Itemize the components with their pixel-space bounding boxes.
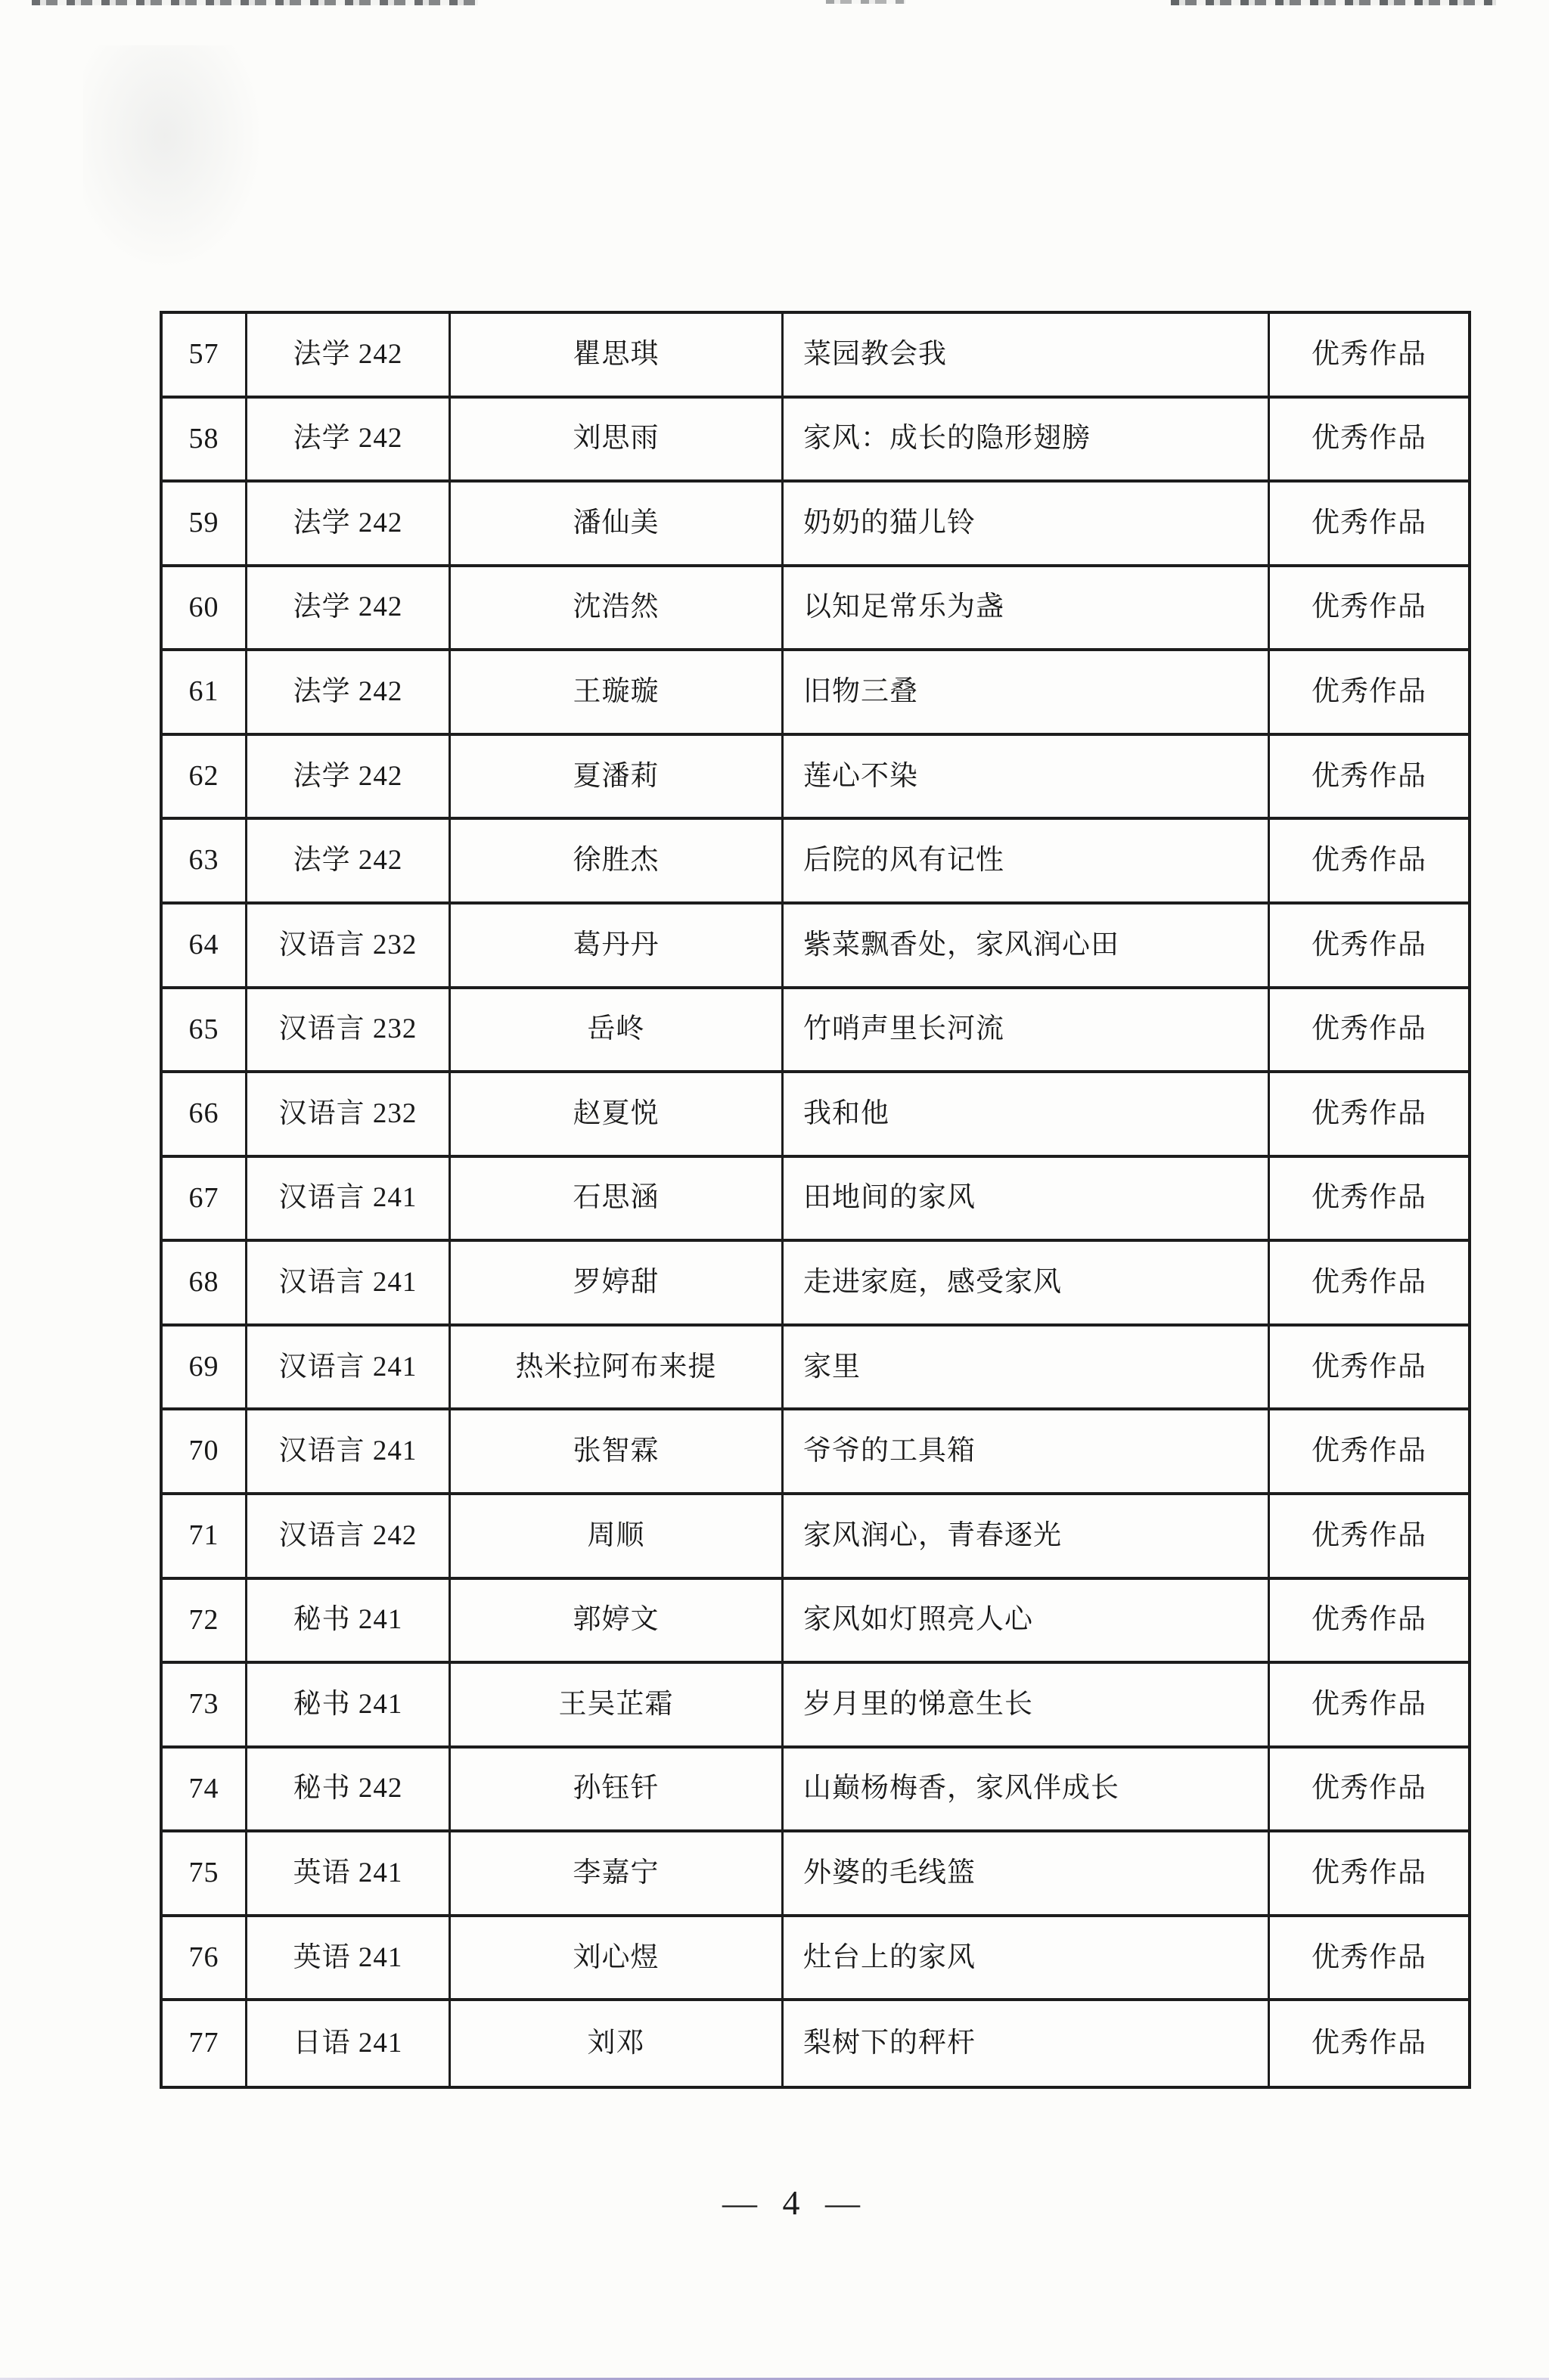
- work-title-cell: 后院的风有记性: [784, 820, 1270, 905]
- class-cell: 汉语言 241: [247, 1410, 451, 1495]
- student-name-cell: 张智霖: [451, 1410, 784, 1495]
- serial-number-cell: 66: [163, 1073, 247, 1158]
- student-name-cell: 罗婷甜: [451, 1242, 784, 1327]
- serial-number-cell: 72: [163, 1580, 247, 1665]
- serial-number-cell: 68: [163, 1242, 247, 1327]
- scan-artifact-top-right: [1171, 0, 1496, 5]
- student-name-cell: 刘邓: [451, 2001, 784, 2086]
- serial-number-cell: 73: [163, 1664, 247, 1749]
- work-title-cell: 岁月里的悌意生长: [784, 1664, 1270, 1749]
- class-cell: 汉语言 241: [247, 1327, 451, 1411]
- class-cell: 法学 242: [247, 820, 451, 905]
- class-cell: 法学 242: [247, 567, 451, 652]
- student-name-cell: 王吴芷霜: [451, 1664, 784, 1749]
- scan-artifact-top-middle: [826, 0, 905, 4]
- award-level-cell: 优秀作品: [1270, 1749, 1468, 1833]
- serial-number-cell: 69: [163, 1327, 247, 1411]
- class-cell: 汉语言 232: [247, 989, 451, 1074]
- work-title-cell: 家风润心，青春逐光: [784, 1495, 1270, 1580]
- award-level-cell: 优秀作品: [1270, 1664, 1468, 1749]
- class-cell: 法学 242: [247, 483, 451, 567]
- work-title-cell: 以知足常乐为盏: [784, 567, 1270, 652]
- work-title-cell: 竹哨声里长河流: [784, 989, 1270, 1074]
- work-title-cell: 田地间的家风: [784, 1158, 1270, 1243]
- class-cell: 英语 241: [247, 1832, 451, 1917]
- work-title-cell: 紫菜飘香处，家风润心田: [784, 905, 1270, 989]
- serial-number-cell: 70: [163, 1410, 247, 1495]
- award-level-cell: 优秀作品: [1312, 2028, 1426, 2059]
- work-title-cell: 山巅杨梅香，家风伴成长: [784, 1749, 1270, 1833]
- awards-table: [160, 311, 1471, 2089]
- class-cell: 英语 241: [247, 1917, 451, 2002]
- class-cell: 秘书 242: [247, 1749, 451, 1833]
- award-level-cell: 优秀作品: [1270, 483, 1468, 567]
- award-level-cell: 优秀作品: [1270, 1832, 1468, 1917]
- award-level-cell: 优秀作品: [1270, 651, 1468, 736]
- serial-number-cell: 63: [163, 820, 247, 905]
- student-name-cell: 石思涵: [451, 1158, 784, 1243]
- student-name-cell: 潘仙美: [451, 483, 784, 567]
- award-level-cell: 优秀作品: [1270, 1495, 1468, 1580]
- work-title-cell: 我和他: [784, 1073, 1270, 1158]
- serial-number-cell: 60: [163, 567, 247, 652]
- class-cell: 汉语言 232: [247, 1073, 451, 1158]
- serial-number-cell: 62: [163, 736, 247, 821]
- serial-number-cell: 76: [163, 1917, 247, 2002]
- award-level-cell: 优秀作品: [1270, 736, 1468, 821]
- student-name-cell: 热米拉阿布来提: [451, 1327, 784, 1411]
- serial-number-cell: 71: [163, 1495, 247, 1580]
- work-title-cell: 奶奶的猫儿铃: [784, 483, 1270, 567]
- work-title-cell: 家里: [784, 1327, 1270, 1411]
- student-name-cell: 夏潘莉: [451, 736, 784, 821]
- award-level-cell: 优秀作品: [1270, 1073, 1468, 1158]
- serial-number-cell: 77: [163, 2001, 247, 2086]
- scan-artifact-smudge: [83, 45, 265, 272]
- work-title-cell: 外婆的毛线篮: [784, 1832, 1270, 1917]
- award-level-cell: 优秀作品: [1270, 1158, 1468, 1243]
- award-level-cell: 优秀作品: [1270, 989, 1468, 1074]
- class-cell: 秘书 241: [247, 1664, 451, 1749]
- award-level-cell: 优秀作品: [1270, 1242, 1468, 1327]
- work-title-cell: 莲心不染: [784, 736, 1270, 821]
- class-cell: 汉语言 241: [247, 1242, 451, 1327]
- award-level-cell: 优秀作品: [1270, 905, 1468, 989]
- student-name-cell: 瞿思琪: [451, 314, 784, 399]
- class-cell: 法学 242: [247, 651, 451, 736]
- class-cell: 秘书 241: [247, 1580, 451, 1665]
- student-name-cell: 周顺: [451, 1495, 784, 1580]
- work-title-cell: 家风：成长的隐形翅膀: [784, 399, 1270, 483]
- student-name-cell: 刘心煜: [451, 1917, 784, 2002]
- award-level-cell: 优秀作品: [1270, 399, 1468, 483]
- award-level-cell: 优秀作品: [1270, 1410, 1468, 1495]
- class-cell: 汉语言 232: [247, 905, 451, 989]
- class-cell: 汉语言 242: [247, 1495, 451, 1580]
- serial-number-cell: 65: [163, 989, 247, 1074]
- award-level-cell: 优秀作品: [1270, 820, 1468, 905]
- award-level-cell: 优秀作品: [1270, 567, 1468, 652]
- serial-number-cell: 57: [163, 314, 247, 399]
- serial-number-cell: 59: [163, 483, 247, 567]
- student-name-cell: 王璇璇: [451, 651, 784, 736]
- student-name-cell: 岳峂: [451, 989, 784, 1074]
- award-level-cell: 优秀作品: [1270, 1327, 1468, 1411]
- student-name-cell: 赵夏悦: [451, 1073, 784, 1158]
- work-title-cell: 走进家庭，感受家风: [784, 1242, 1270, 1327]
- class-cell: 法学 242: [247, 399, 451, 483]
- student-name-cell: 沈浩然: [451, 567, 784, 652]
- work-title-cell: 旧物三叠: [784, 651, 1270, 736]
- class-cell: 汉语言 241: [247, 1158, 451, 1243]
- work-title-cell: 灶台上的家风: [784, 1917, 1270, 2002]
- class-cell: 日语 241: [247, 2001, 451, 2086]
- serial-number-cell: 67: [163, 1158, 247, 1243]
- serial-number-cell: 74: [163, 1749, 247, 1833]
- serial-number-cell: 61: [163, 651, 247, 736]
- award-level-cell: 优秀作品: [1270, 314, 1468, 399]
- class-cell: 法学 242: [247, 314, 451, 399]
- student-name-cell: 李嘉宁: [451, 1832, 784, 1917]
- scan-artifact-top-left: [32, 0, 478, 5]
- page-number: — 4 —: [722, 2183, 860, 2222]
- work-title-cell: 菜园教会我: [784, 314, 1270, 399]
- student-name-cell: 郭婷文: [451, 1580, 784, 1665]
- student-name-cell: 葛丹丹: [451, 905, 784, 989]
- student-name-cell: 孙钰钎: [451, 1749, 784, 1833]
- work-title-cell: 梨树下的秤杆: [784, 2001, 1270, 2086]
- award-level-cell: 优秀作品: [1270, 1917, 1468, 2002]
- serial-number-cell: 75: [163, 1832, 247, 1917]
- work-title-cell: 爷爷的工具箱: [784, 1410, 1270, 1495]
- serial-number-cell: 58: [163, 399, 247, 483]
- award-level-cell: 优秀作品: [1270, 1580, 1468, 1665]
- work-title-cell: 家风如灯照亮人心: [784, 1580, 1270, 1665]
- student-name-cell: 徐胜杰: [451, 820, 784, 905]
- class-cell: 法学 242: [247, 736, 451, 821]
- student-name-cell: 刘思雨: [451, 399, 784, 483]
- serial-number-cell: 64: [163, 905, 247, 989]
